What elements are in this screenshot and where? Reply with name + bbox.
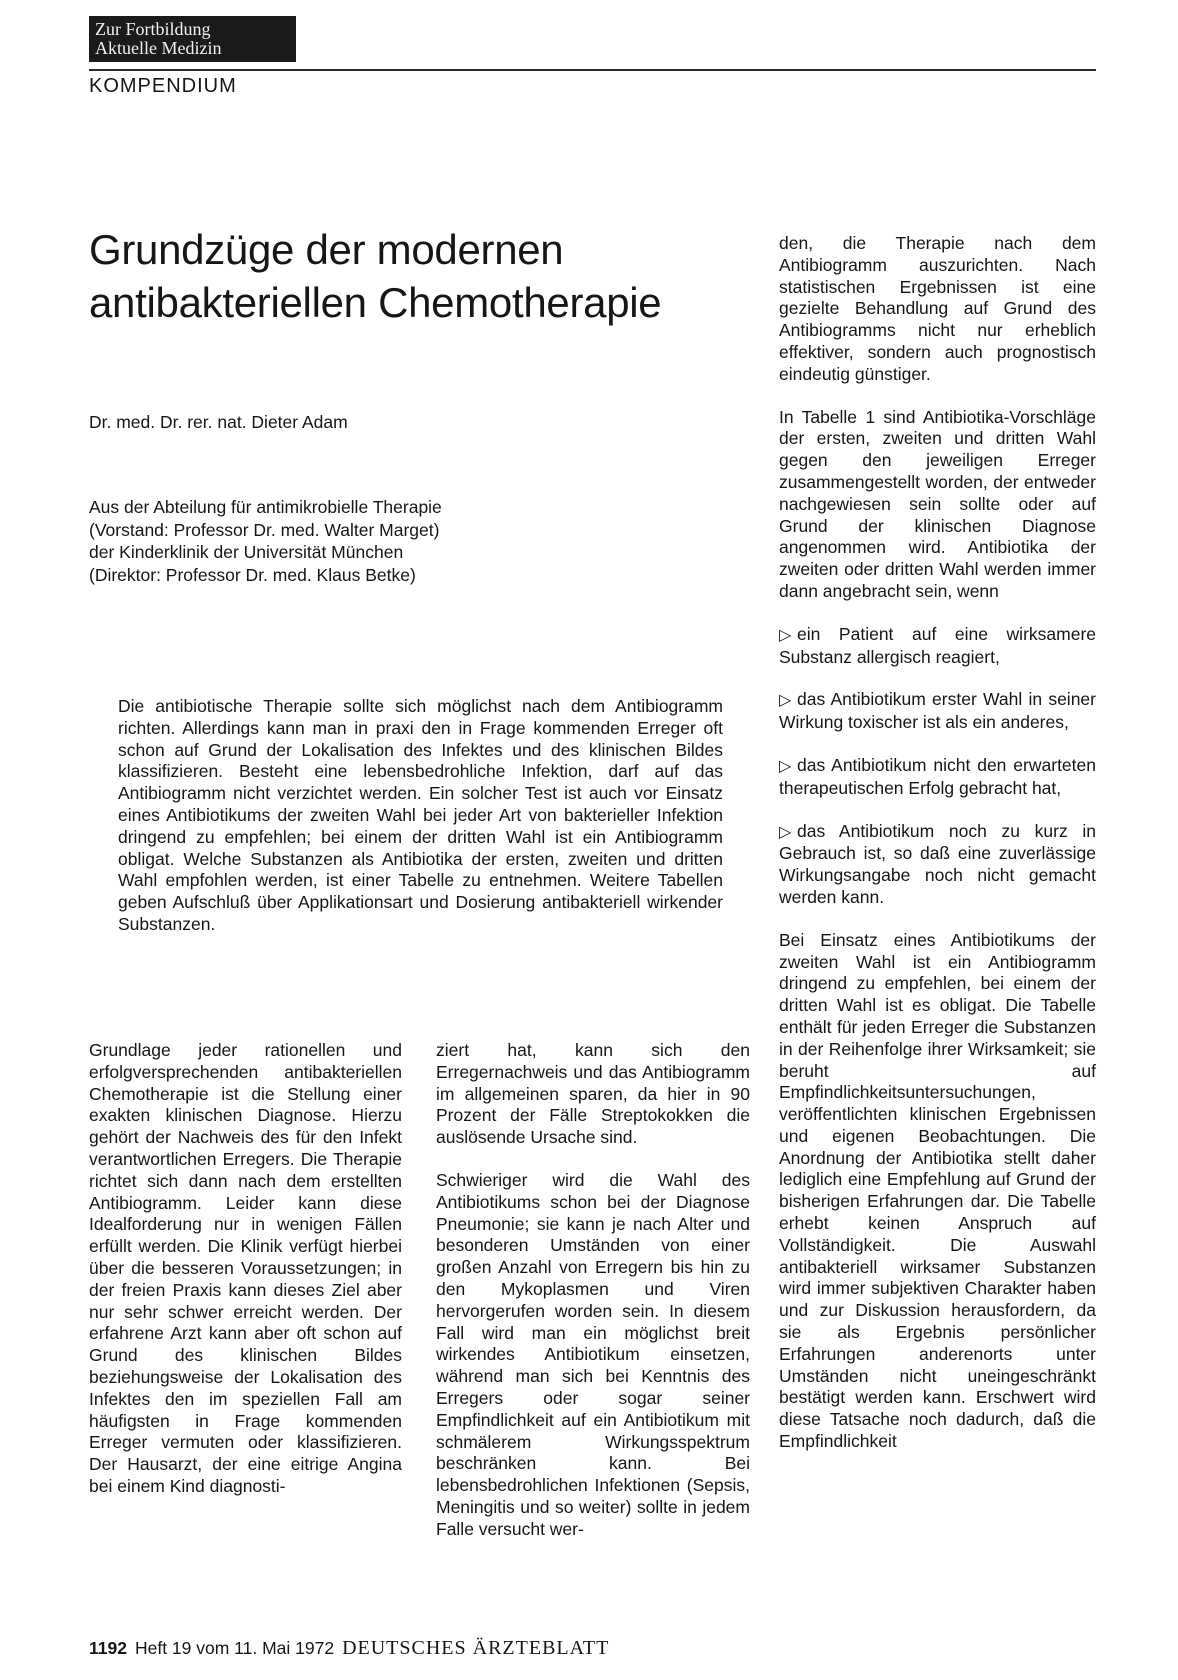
bullet-item <box>779 689 1096 734</box>
affiliation-line: (Vorstand: Professor Dr. med. Walter Marget) <box>89 519 440 540</box>
bullet-item <box>779 624 1096 669</box>
bullet-text: das Antibiotikum noch zu kurz in Gebrauch ist, so daß eine zuverlässige Wirkungsangabe noch nicht gemacht werden kann. <box>779 820 1096 907</box>
section-tag <box>89 16 296 62</box>
triangle-bullet-icon: ▷ <box>779 626 792 644</box>
triangle-bullet-icon: ▷ <box>779 692 792 710</box>
bullet-text: das Antibiotikum erster Wahl in seiner Wirkung toxischer ist als ein anderes, <box>779 689 1096 733</box>
abstract: Die antibiotische Therapie sollte sich möglichst nach dem Antibiogramm richten. Allerdings kann man in praxi den in Frage kommenden Erreger oft schon auf Grund der Lokalisation des Infektes und des klinischen Bildes klassifizieren. Besteht eine lebensbedrohliche Infektion, darf auf das Antibiogramm nicht verzichtet werden. Ein solcher Test ist auch vor Einsatz eines Antibiotikums der zweiten Wahl bei jeder Art von bakterieller Infektion dringend zu empfehlen; bei einem der dritten Wahl ist ein Antibiogramm obligat. Welche Substanzen als Antibiotika der ersten, zweiten und dritten Wahl empfohlen werden, ist einer Tabelle zu entnehmen. Weitere Tabellen geben Aufschluß über Applikationsart und Dosierung antibakteriell wirkender Substanzen. <box>118 696 723 934</box>
affiliation <box>89 496 442 586</box>
paragraph: In Tabelle 1 sind Antibiotika-Vorschläge der ersten, zweiten und dritten Wahl gegen den jeweiligen Erreger zusammengestellt worden, der entweder nachgewiesen sein sollte oder auf Grund der klinischen Diagnose angenommen wird. Antibiotika der zweiten oder dritten Wahl werden immer dann angebracht sein, wenn <box>779 406 1096 601</box>
journal-name: DEUTSCHES ÄRZTEBLATT <box>342 1637 610 1659</box>
section-label: KOMPENDIUM <box>89 75 237 97</box>
issue-info: Heft 19 vom 11. Mai 1972 <box>134 1638 335 1658</box>
affiliation-line: (Direktor: Professor Dr. med. Klaus Betke) <box>89 564 416 585</box>
affiliation-line: der Kinderklinik der Universität München <box>89 542 404 562</box>
header-rule <box>89 69 1096 71</box>
article-title <box>89 223 729 329</box>
page-number: 1192 <box>89 1638 127 1658</box>
paragraph: Schwieriger wird die Wahl des Antibiotikums schon bei der Diagnose Pneumonie; sie kann je nach Alter und besonderen Umständen von einer großen Anzahl von Erregern bis hin zu den Mykoplasmen und Viren hervorgerufen worden sein. In diesem Fall wird man ein möglichst breit wirkendes Antibiotikum einsetzen, während man sich bei Kenntnis des Erregers oder sogar seiner Empfindlichkeit auf ein Antibiotikum mit schmälerem Wirkungsspektrum beschränken kann. Bei lebensbedrohlichen Infektionen (Sepsis, Meningitis und so weiter) sollte in jedem Falle versucht wer- <box>436 1169 750 1539</box>
bullet-text: das Antibiotikum nicht den erwarteten therapeutischen Erfolg gebracht hat, <box>779 754 1096 798</box>
section-tag-line-1: Zur Fortbildung <box>95 19 211 39</box>
bullet-text: ein Patient auf eine wirksamere Substanz allergisch reagiert, <box>779 623 1096 667</box>
paragraph: den, die Therapie nach dem Antibiogramm auszurichten. Nach statistischen Ergebnissen ist eine gezielte Behandlung auf Grund des Antibiogramms nicht nur erheblich effektiver, sondern auch prognostisch eindeutig günstiger. <box>779 233 1096 384</box>
section-tag-line-2: Aktuelle Medizin <box>95 38 222 58</box>
page-footer <box>89 1637 609 1660</box>
paragraph: Bei Einsatz eines Antibiotikums der zweiten Wahl ist ein Antibiogramm dringend zu empfehlen, bei einem der dritten Wahl ist es obligat. Die Tabelle enthält für jeden Erreger die Substanzen in der Reihenfolge ihrer Wirksamkeit; sie beruht auf Empfindlichkeitsuntersuchungen, veröffentlichten klinischen Ergebnissen und eigenen Beobachtungen. Die Anordnung der Antibiotika stellt daher lediglich eine Empfehlung auf Grund der bisherigen Erfahrungen dar. Die Tabelle erhebt keinen Anspruch auf Vollständigkeit. Die Auswahl antibakteriell wirksamer Substanzen wird immer subjektiven Charakter haben und zur Diskussion herausfordern, da sie als Ergebnis persönlicher Erfahrungen anderenorts unter Umständen nicht uneingeschränkt bestätigt werden kann. Erschwert wird diese Tatsache noch dadurch, daß die Empfindlichkeit <box>779 929 1096 1452</box>
paragraph: ziert hat, kann sich den Erregernachweis und das Antibiogramm im allgemeinen sparen, da hier in 90 Prozent der Fälle Streptokokken die auslösende Ursache sind. <box>436 1040 750 1148</box>
body-column-1 <box>89 1040 402 1498</box>
body-column-3 <box>779 233 1096 1474</box>
triangle-bullet-icon: ▷ <box>779 757 792 775</box>
article-title-line-1: Grundzüge der modernen <box>89 226 564 273</box>
bullet-item <box>779 821 1096 909</box>
author: Dr. med. Dr. rer. nat. Dieter Adam <box>89 412 348 432</box>
bullet-item <box>779 755 1096 800</box>
body-column-2 <box>436 1040 750 1541</box>
paragraph: Grundlage jeder rationellen und erfolgversprechenden antibakteriellen Chemotherapie ist die Stellung einer exakten klinischen Diagnose. Hierzu gehört der Nachweis des für den Infekt verantwortlichen Erregers. Die Therapie richtet sich dann nach dem erstellten Antibiogramm. Leider kann diese Idealforderung nur in wenigen Fällen erfüllt werden. Die Klinik verfügt hierbei über die besseren Voraussetzungen; in der freien Praxis kann dieses Ziel aber nur sehr schwer erreicht werden. Der erfahrene Arzt kann aber oft schon auf Grund des klinischen Bildes beziehungsweise der Lokalisation des Infektes den im speziellen Fall am häufigsten in Frage kommenden Erreger vermuten oder klassifizieren. Der Hausarzt, der eine eitrige Angina bei einem Kind diagnosti- <box>89 1040 402 1496</box>
triangle-bullet-icon: ▷ <box>779 823 792 841</box>
article-title-line-2: antibakteriellen Chemotherapie <box>89 279 662 326</box>
affiliation-line: Aus der Abteilung für antimikrobielle Therapie <box>89 497 442 517</box>
